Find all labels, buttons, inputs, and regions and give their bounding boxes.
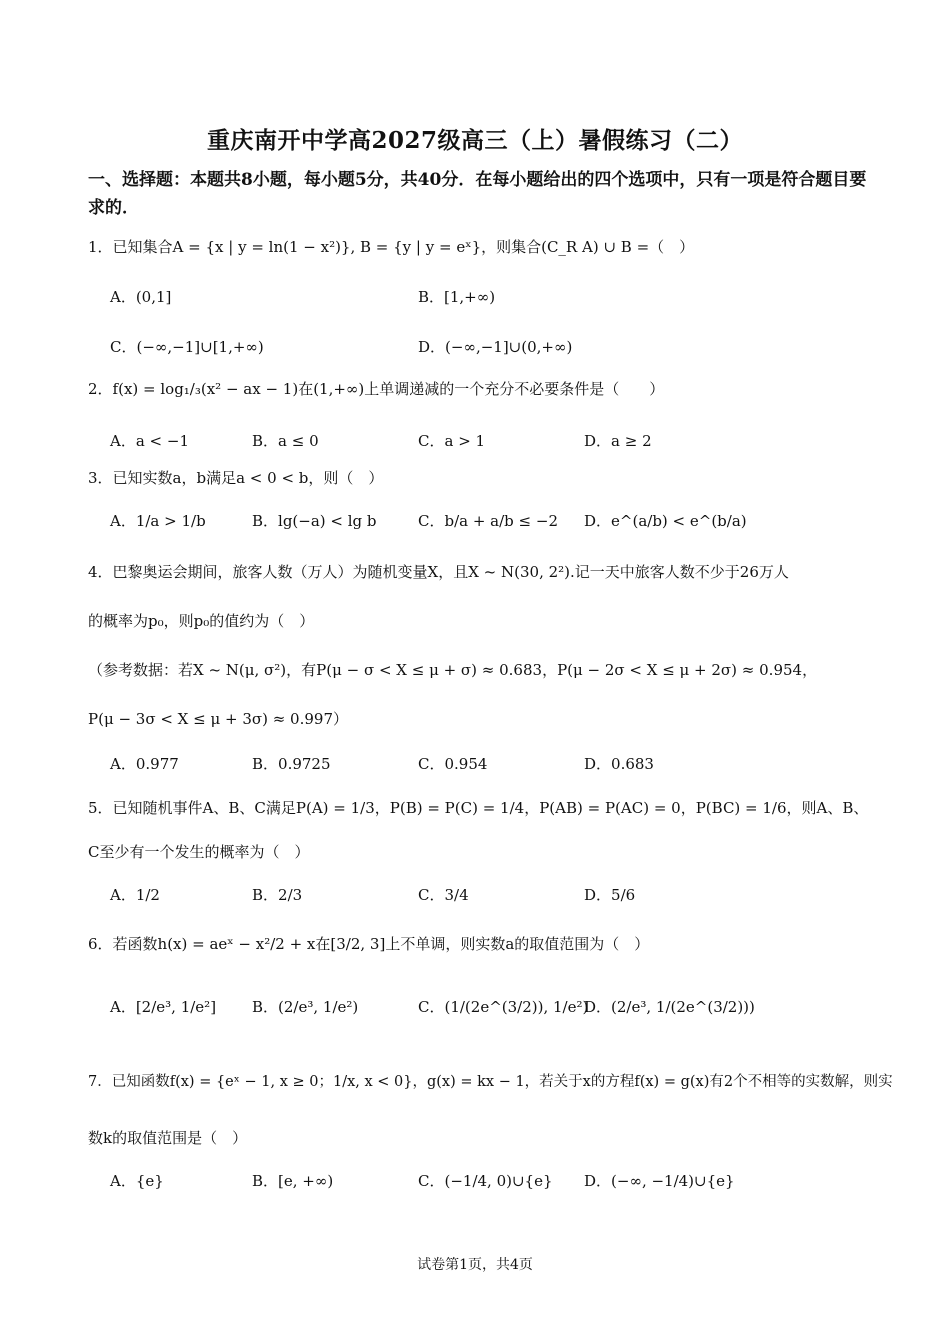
q1-option-d: D．(−∞,−1]∪(0,+∞)	[418, 338, 573, 356]
question-3-stem: 3．已知实数a，b满足a < 0 < b，则（ ）	[88, 469, 384, 487]
question-6-stem: 6．若函数h(x) = aeˣ − x²/2 + x在[3/2, 3]上不单调，则实数a的取值范围为（ ）	[88, 935, 650, 953]
q3-option-c: C．b/a + a/b ≤ −2	[418, 512, 558, 530]
q5-option-c: C．3/4	[418, 886, 469, 904]
q5-option-b: B．2/3	[252, 886, 303, 904]
q3-option-a: A．1/a > 1/b	[110, 512, 206, 530]
q6-option-a: A．[2/e³, 1/e²]	[110, 998, 217, 1016]
page-footer: 试卷第1页，共4页	[417, 1257, 533, 1273]
q4-option-a: A．0.977	[110, 755, 179, 773]
q2-option-d: D．a ≥ 2	[584, 432, 652, 450]
q6-option-b: B．(2/e³, 1/e²)	[252, 998, 359, 1016]
q2-option-b: B．a ≤ 0	[252, 432, 319, 450]
question-2-stem: 2．f(x) = log₁/₃(x² − ax − 1)在(1,+∞)上单调递减的一个充分不必要条件是（ ）	[88, 380, 665, 398]
question-4-stem-line-1: 4．巴黎奥运会期间，旅客人数（万人）为随机变量X，且X ~ N(30, 2²).记一天中旅客人数不少于26万人	[88, 563, 789, 581]
q3-option-b: B．lg(−a) < lg b	[252, 512, 377, 530]
question-7-stem-line-1: 7．已知函数f(x) = {eˣ − 1, x ≥ 0；1/x, x < 0}，g(x) = kx − 1，若关于x的方程f(x) = g(x)有2个不相等的实数解，则实	[88, 1074, 893, 1090]
question-4-reference-line-2: P(μ − 3σ < X ≤ μ + 3σ) ≈ 0.997）	[88, 710, 349, 728]
question-5-stem-line-2: C至少有一个发生的概率为（ ）	[88, 843, 310, 861]
q7-option-b: B．[e, +∞)	[252, 1172, 334, 1190]
q6-option-c: C．(1/(2e^(3/2)), 1/e²)	[418, 998, 589, 1016]
q7-option-a: A．{e}	[110, 1172, 164, 1190]
q4-option-b: B．0.9725	[252, 755, 331, 773]
q2-option-c: C．a > 1	[418, 432, 486, 450]
question-5-stem-line-1: 5．已知随机事件A、B、C满足P(A) = 1/3，P(B) = P(C) = 1/4，P(AB) = P(AC) = 0，P(BC) = 1/6，则A、B、	[88, 799, 869, 817]
q1-option-c: C．(−∞,−1]∪[1,+∞)	[110, 338, 264, 356]
page-title: 重庆南开中学高2027级高三（上）暑假练习（二）	[206, 127, 743, 154]
q7-option-c: C．(−1/4, 0)∪{e}	[418, 1172, 553, 1190]
q2-option-a: A．a < −1	[110, 432, 189, 450]
q1-option-b: B．[1,+∞)	[418, 288, 496, 306]
question-1-stem: 1．已知集合A = {x | y = ln(1 − x²)}, B = {y | y = eˣ}，则集合(C_R A) ∪ B =（ ）	[88, 238, 695, 256]
question-4-stem-line-2: 的概率为p₀，则p₀的值约为（ ）	[88, 612, 315, 630]
q4-option-c: C．0.954	[418, 755, 488, 773]
q7-option-d: D．(−∞, −1/4)∪{e}	[584, 1172, 735, 1190]
question-7-stem-line-2: 数k的取值范围是（ ）	[88, 1129, 248, 1147]
section-heading: 一、选择题：本题共8小题，每小题5分，共40分．在每小题给出的四个选项中，只有一项是符合题目要求的．	[88, 170, 867, 218]
q3-option-d: D．e^(a/b) < e^(b/a)	[584, 512, 747, 530]
q5-option-a: A．1/2	[110, 886, 160, 904]
q5-option-d: D．5/6	[584, 886, 636, 904]
q1-option-a: A．(0,1]	[110, 288, 172, 306]
q4-option-d: D．0.683	[584, 755, 654, 773]
question-4-reference-line-1: （参考数据：若X ~ N(μ, σ²)，有P(μ − σ < X ≤ μ + σ) ≈ 0.683，P(μ − 2σ < X ≤ μ + 2σ) ≈ 0.954，	[88, 661, 818, 679]
q6-option-d: D．(2/e³, 1/(2e^(3/2)))	[584, 998, 755, 1016]
